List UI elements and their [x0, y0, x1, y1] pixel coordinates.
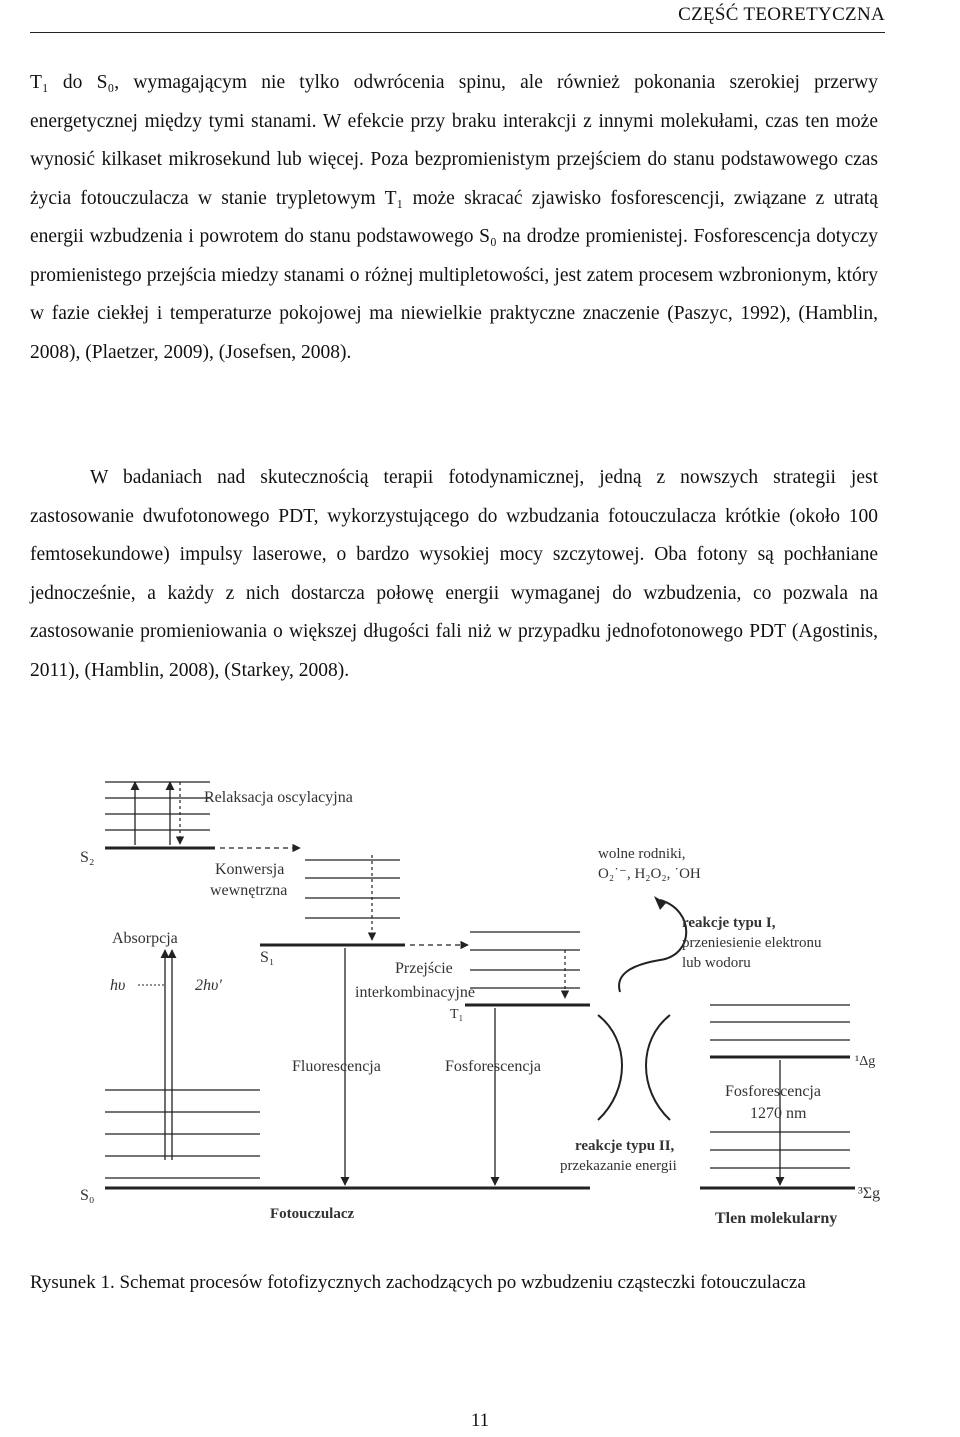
- label-2hv: 2hυ': [195, 977, 222, 994]
- paragraph-2: W badaniach nad skutecznością terapii fotodynamicznej, jedną z nowszych strategii jest zastosowanie dwufotonowego PDT, wykorzystującego do wzbudzania fotouczulacza krótkie (około 100 femtosekundowe) impulsy laserowe, o bardzo wysokiej mocy szczytowej. Oba fotony są pochłaniane jednocześnie, a każdy z nich dostarcza połowę energii wymaganej do wzbudzenia, co pozwala na zastosowanie promieniowania o większej długości fali niż w przypadku jednofotonowego PDT (Agostinis, 2011), (Hamblin, 2008), (Starkey, 2008).: [30, 467, 878, 681]
- label-absorpcja: Absorpcja: [112, 930, 178, 947]
- label-reakcje-1c: lub wodoru: [682, 955, 751, 971]
- label-wolne-rodniki: wolne rodniki,: [598, 846, 686, 862]
- jablonski-diagram: [70, 760, 890, 1240]
- s0-levels: [105, 1090, 590, 1188]
- energy-transfer-arrow-2: [646, 1015, 670, 1120]
- s2-levels: [105, 782, 215, 848]
- label-fotouczulacz: Fotouczulacz: [270, 1206, 355, 1222]
- label-konwersja-1: Konwersja: [215, 861, 285, 878]
- label-przejscie-2: interkombinacyjne: [355, 984, 475, 1001]
- label-fosforescencja: Fosforescencja: [445, 1058, 541, 1075]
- label-reakcje-2: reakcje typu II,: [575, 1138, 675, 1154]
- label-konwersja-2: wewnętrzna: [210, 882, 288, 899]
- label-s2: S₂: [80, 849, 95, 866]
- label-relaksacja: Relaksacja oscylacyjna: [204, 789, 353, 806]
- label-s0: S₀: [80, 1187, 95, 1204]
- section-title: CZĘŚĆ TEORETYCZNA: [678, 4, 885, 25]
- label-reakcje-2b: przekazanie energii: [560, 1158, 677, 1174]
- label-reakcje-1b: przeniesienie elektronu: [682, 935, 822, 951]
- label-delta-g: ¹Δg: [855, 1054, 876, 1069]
- label-sigma-g: ³Σg: [858, 1185, 881, 1202]
- paragraph-1: T₁ do S₀, wymagającym nie tylko odwrócenia spinu, ale również pokonania szerokiej przerwy energetycznej między tymi stanami. W efekcie przy braku interakcji z innymi molekułami, czas ten może wynosić kilkaset mikrosekund lub więcej. Poza bezpromienistym przejściem do stanu podstawowego czas życia fotouczulacza w stanie trypletowym T₁ może skracać zjawisko fosforescencji, związane z utratą energii wzbudzenia i powrotem do stanu podstawowego S₀ na drodze promienistej. Fosforescencja dotyczy promienistego przejścia miedzy stanami o różnej multipletowości, jest zatem procesem wzbronionym, który w fazie ciekłej i temperaturze pokojowej ma niewielkie praktyczne znaczenie (Paszyc, 1992), (Hamblin, 2008), (Plaetzer, 2009), (Josefsen, 2008).: [30, 72, 878, 363]
- label-rodniki-formula: O₂˙⁻, H₂O₂, ˙OH: [598, 866, 701, 882]
- label-przejscie-1: Przejście: [395, 960, 453, 977]
- label-fosfo-tlen-1: Fosforescencja: [725, 1083, 821, 1100]
- delta-g-levels: [710, 1005, 850, 1057]
- energy-transfer-arrow-1: [598, 1015, 622, 1120]
- page-number: 11: [470, 1410, 490, 1431]
- label-fosfo-tlen-2: 1270 nm: [750, 1105, 807, 1122]
- label-s1: S₁: [260, 949, 275, 966]
- t1-levels: [465, 932, 590, 1005]
- reaction-1-arrow: [619, 900, 686, 992]
- label-hv: hυ: [110, 977, 126, 994]
- label-reakcje-1: reakcje typu I,: [682, 915, 776, 931]
- running-header: [30, 0, 885, 33]
- sigma-g-levels: [700, 1132, 855, 1188]
- label-fluorescencja: Fluorescencja: [292, 1058, 381, 1075]
- label-t1: T₁: [450, 1007, 464, 1022]
- figure-caption: Rysunek 1. Schemat procesów fotofizycznych zachodzących po wzbudzeniu cząsteczki fotouczulacza: [30, 1272, 806, 1293]
- label-tlen: Tlen molekularny: [715, 1210, 838, 1227]
